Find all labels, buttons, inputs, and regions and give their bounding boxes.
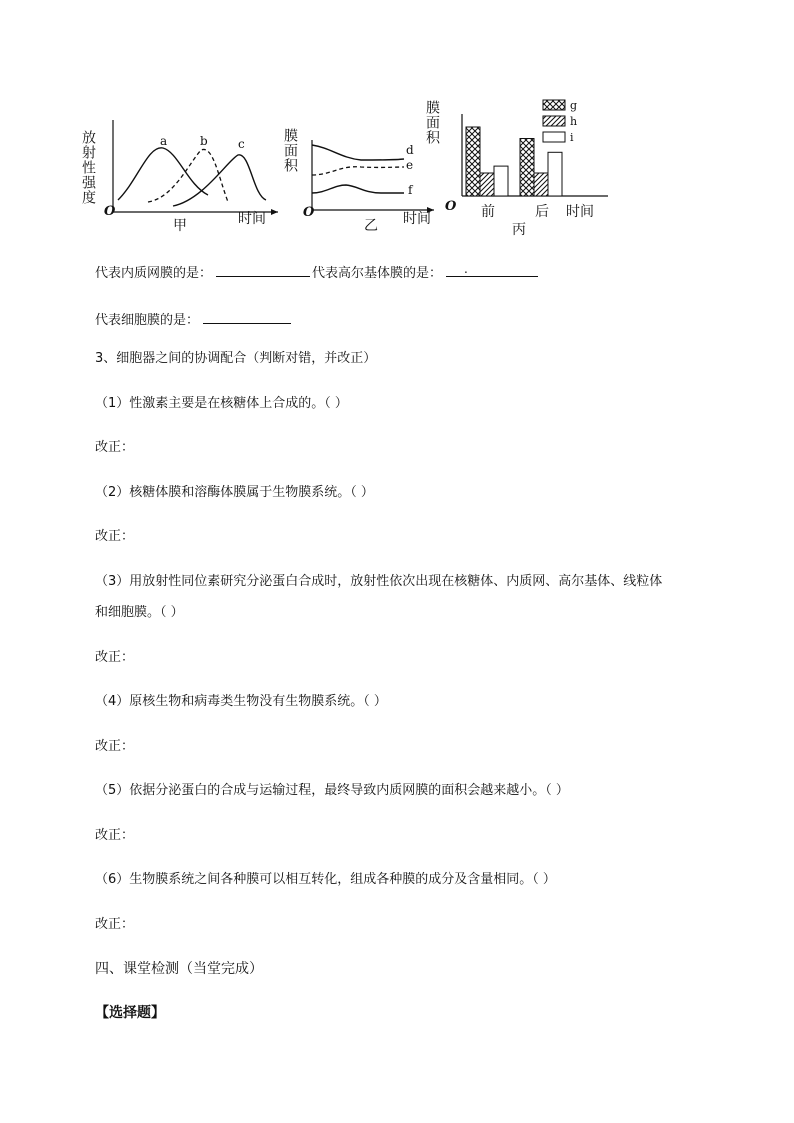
jia-curve-a [118,148,208,200]
item-2: （2）核糖体膜和溶酶体膜属于生物膜系统。（ ） [95,485,374,500]
legend-label-i: i [570,131,574,144]
bar-i-1 [548,152,562,196]
yi-x-label: 时间 [403,211,431,227]
legend-swatch-g [543,100,565,110]
correction-6[interactable]: 改正： [95,917,135,932]
item-3: （3）用放射性同位素研究分泌蛋白合成时，放射性依次出现在核糖体、内质网、高尔基体、线粒体 [95,574,663,589]
er-answer-blank[interactable] [216,262,310,277]
jia-label-a: a [160,134,168,148]
figure-yi [282,90,446,240]
correction-4[interactable]: 改正： [95,739,135,754]
bar-h-1 [534,173,548,196]
bar-g-0 [466,127,480,196]
figure-bing [424,92,610,252]
item-6: （6）生物膜系统之间各种膜可以相互转化，组成各种膜的成分及含量相同。（ ） [95,872,556,887]
jia-caption: 甲 [173,218,187,234]
bar-h-0 [480,173,494,196]
jia-x-label: 时间 [238,211,266,227]
bing-caption: 丙 [512,222,526,238]
figure-jia [80,90,266,240]
jia-curve-c [173,155,266,206]
golgi-prefill: . [464,262,468,276]
bing-legend [543,99,577,144]
legend-label-g: g [570,99,578,112]
q-er-label: 代表内质网膜的是： [95,266,213,281]
item-3-cont: 和细胞膜。（ ） [95,605,184,620]
bing-category-before: 前 [481,204,495,220]
section-4-title: 四、课堂检测（当堂完成） [95,961,263,977]
q-golgi-label: 代表高尔基体膜的是： [312,266,443,281]
yi-curve-e [312,167,404,175]
golgi-answer-blank[interactable] [446,262,538,277]
yi-label-f: f [408,183,413,197]
yi-label-e: e [406,158,414,172]
jia-y-label: 放射性强度 [80,130,96,205]
bar-i-0 [494,166,508,196]
jia-x-arrow [271,209,278,215]
item-4: （4）原核生物和病毒类生物没有生物膜系统。（ ） [95,694,387,709]
figure-group [80,90,608,250]
bing-x-label: 时间 [566,204,594,220]
yi-origin: O [303,205,315,220]
jia-label-b: b [200,134,208,148]
jia-origin: O [104,204,116,219]
item-1: （1）性激素主要是在核糖体上合成的。（ ） [95,396,348,411]
cell-answer-blank[interactable] [203,309,291,324]
yi-curve-d [312,145,404,160]
fill-line-2 [95,309,291,330]
q-cell-label: 代表细胞膜的是： [95,313,200,328]
correction-3[interactable]: 改正： [95,650,135,665]
section-3-title: 3、细胞器之间的协调配合（判断对错，并改正） [95,351,377,366]
bing-origin: O [445,199,457,214]
bing-category-after: 后 [535,204,549,220]
bar-g-1 [520,139,534,197]
jia-label-c: c [238,137,245,151]
bing-y-label: 膜面积 [424,100,440,145]
correction-5[interactable]: 改正： [95,828,135,843]
correction-1[interactable]: 改正： [95,440,135,455]
fill-line-1 [95,262,538,283]
yi-caption: 乙 [364,218,378,234]
item-5: （5）依据分泌蛋白的合成与运输过程，最终导致内质网膜的面积会越来越小。（ ） [95,783,569,798]
yi-label-d: d [406,143,414,157]
legend-swatch-h [543,116,565,126]
legend-swatch-i [543,132,565,142]
yi-y-label: 膜面积 [282,128,298,173]
yi-curve-f [312,185,404,193]
correction-2[interactable]: 改正： [95,529,135,544]
legend-label-h: h [570,115,578,128]
choice-heading: 【选择题】 [95,1005,165,1021]
